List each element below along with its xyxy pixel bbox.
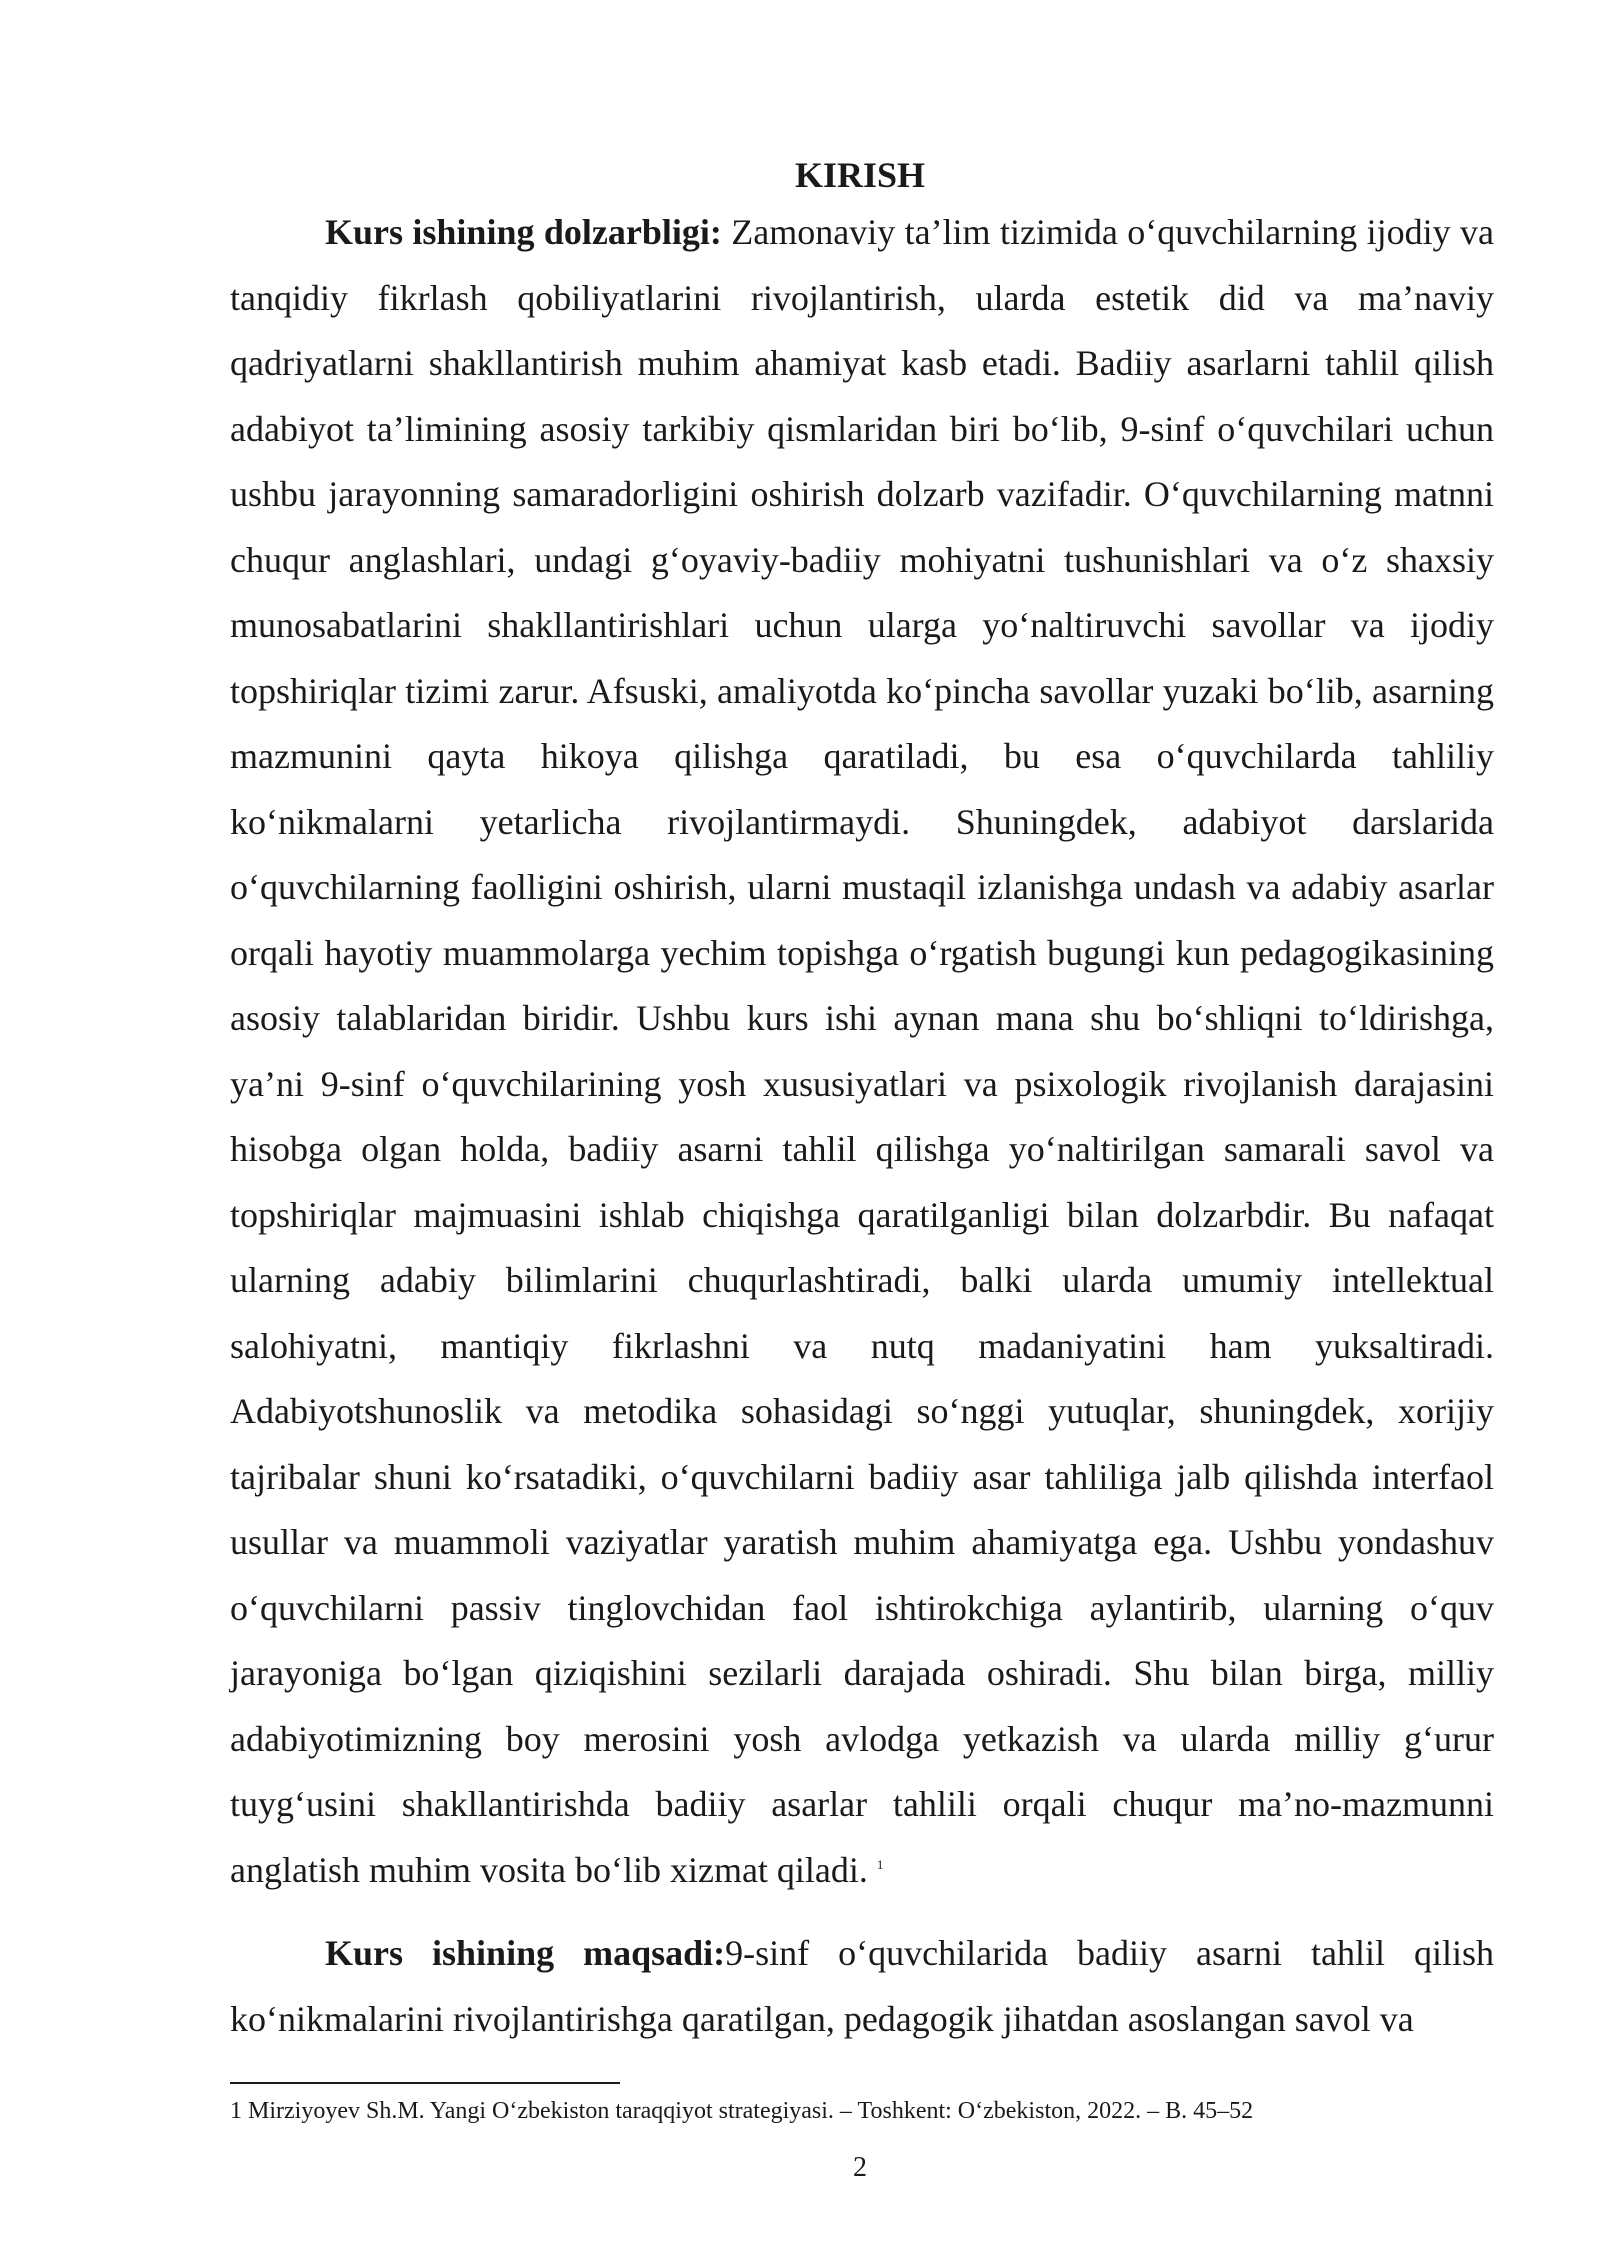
section-heading: KIRISH [794, 155, 926, 195]
goal-text: 9-sinf o‘quvchilarida badiiy asarni tahlil qilish ko‘nikmalarini rivojlantirishga qaratilgan, pedagogik jihatdan asoslangan savol va [230, 1933, 1494, 2039]
relevance-paragraph [230, 200, 1494, 1903]
footnote-reference: 1 [876, 1856, 884, 1872]
footnote-divider [230, 2082, 620, 2084]
main-text [230, 200, 1494, 2052]
goal-lead: Kurs ishining maqsadi: [325, 1933, 726, 1973]
page-number: 2 [853, 2152, 867, 2183]
footnote-text: Mirziyoyev Sh.M. Yangi O‘zbekiston taraqqiyot strategiyasi. – Toshkent: O‘zbekiston, 2022. – B. 45–52 [248, 2098, 1254, 2124]
footnote-number: 1 [230, 2098, 242, 2124]
relevance-lead: Kurs ishining dolzarbligi: [325, 212, 722, 252]
relevance-text: Zamonaviy ta’lim tizimida o‘quvchilarning ijodiy va tanqidiy fikrlash qobiliyatlarini rivojlantirish, ularda estetik did va ma’naviy qadriyatlarni shakllantirish muhim ahamiyat kasb etadi. Badiiy asarlarni tahlil qilish adabiyot ta’limining asosiy tarkibiy qismlaridan biri bo‘lib, 9-sinf o‘quvchilari uchun ushbu jarayonning samaradorligini oshirish dolzarb vazifadir. O‘quvchilarning matnni chuqur anglashlari, undagi g‘oyaviy-badiiy mohiyatni tushunishlari va o‘z shaxsiy munosabatlarini shakllantirishlari uchun ularga yo‘naltiruvchi savollar va ijodiy topshiriqlar tizimi zarur. Afsuski, amaliyotda ko‘pincha savollar yuzaki bo‘lib, asarning mazmunini qayta hikoya qilishga qaratiladi, bu esa o‘quvchilarda tahliliy ko‘nikmalarni yetarlicha rivojlantirmaydi. Shuningdek, adabiyot darslarida o‘quvchilarning faolligini oshirish, ularni mustaqil izlanishga undash va adabiy asarlar orqali hayotiy muammolarga yechim topishga o‘rgatish bugungi kun pedagogikasining asosiy talablaridan biridir. Ushbu kurs ishi aynan mana shu bo‘shliqni to‘ldirishga, ya’ni 9-sinf o‘quvchilarining yosh xususiyatlari va psixologik rivojlanish darajasini hisobga olgan holda, badiiy asarni tahlil qilishga yo‘naltirilgan samarali savol va topshiriqlar majmuasini ishlab chiqishga qaratilganligi bilan dolzarbdir. Bu nafaqat ularning adabiy bilimlarini chuqurlashtiradi, balki ularda umumiy intellektual salohiyatni, mantiqiy fikrlashni va nutq madaniyatini ham yuksaltiradi. Adabiyotshunoslik va metodika sohasidagi so‘nggi yutuqlar, shuningdek, xorijiy tajribalar shuni ko‘rsatadiki, o‘quvchilarni badiiy asar tahliliga jalb qilishda interfaol usullar va muammoli vaziyatlar yaratish muhim ahamiyatga ega. Ushbu yondashuv o‘quvchilarni passiv tinglovchidan faol ishtirokchiga aylantirib, ularning o‘quv jarayoniga bo‘lgan qiziqishini sezilarli darajada oshiradi. Shu bilan birga, milliy adabiyotimizning boy merosini yosh avlodga yetkazish va ularda milliy g‘urur tuyg‘usini shakllantirishda badiiy asarlar tahlili orqali chuqur ma’no-mazmunni anglatish muhim vosita bo‘lib xizmat qiladi. [230, 212, 1494, 1890]
footnote [230, 2094, 1494, 2128]
goal-paragraph [230, 1921, 1494, 2052]
